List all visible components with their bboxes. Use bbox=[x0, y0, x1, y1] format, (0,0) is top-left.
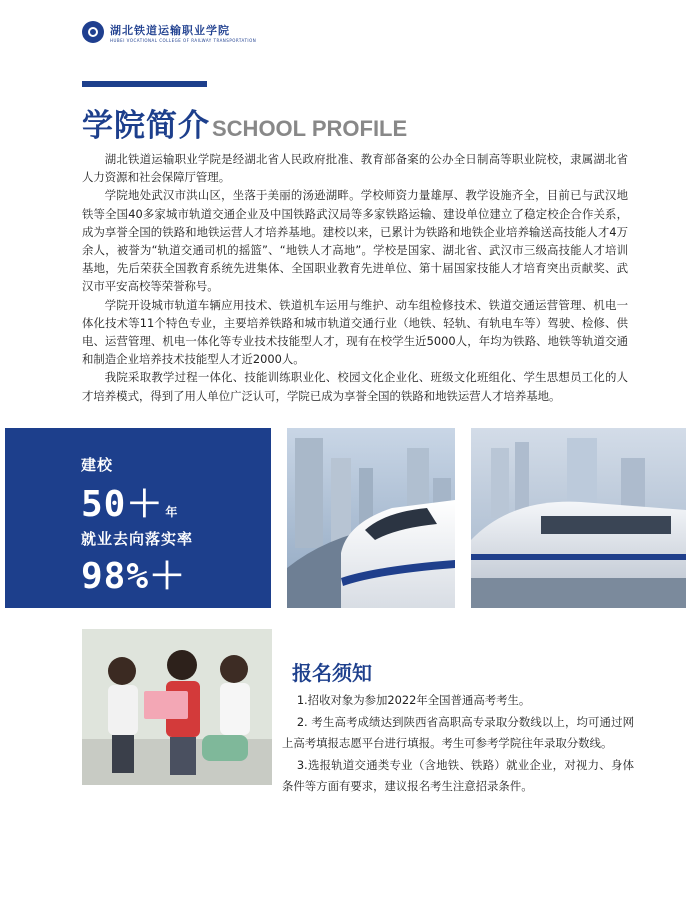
intro-text bbox=[82, 150, 628, 405]
title-accent-bar bbox=[82, 81, 207, 87]
intro-paragraph: 学院地处武汉市洪山区，坐落于美丽的汤逊湖畔。学校师资力量雄厚、教学设施齐全，目前已与武汉地铁等全国40多家城市轨道交通企业及中国铁路武汉局等多家铁路运输、建设单位建立了稳定校企合作关系，成为享誉全国的铁路和地铁运营人才培养基地。建校以来，已累计为铁路和地铁企业培养输送高技能人才4万余人，被誉为“轨道交通司机的摇篮”、“地铁人才高地”。学校是国家、湖北省、武汉市三级高技能人才培训基地，先后荣获全国教育系统先进集体、全国职业教育先进单位、第十届国家技能人才培育突出贡献奖、武汉市平安高校等荣誉称号。 bbox=[82, 188, 628, 294]
notice-item: 3.选报轨道交通类专业（含地铁、铁路）就业企业，对视力、身体条件等方面有要求，建议报名考生注意招录条件。 bbox=[282, 757, 634, 794]
stats-panel bbox=[5, 428, 271, 608]
founded-label: 建校 bbox=[81, 456, 114, 474]
intro-paragraph: 我院采取教学过程一体化、技能训练职业化、校园文化企业化、班级文化班组化、学生思想员工化的人才培养模式，得到了用人单位广泛认可，学院已成为享誉全国的铁路和地铁运营人才培养基地。 bbox=[82, 370, 628, 403]
school-logo bbox=[82, 21, 256, 43]
notice-title: 报名须知 bbox=[292, 661, 372, 685]
section-title bbox=[82, 100, 407, 145]
train-photo-side bbox=[471, 428, 686, 608]
notice-item: 2. 考生高考成绩达到陕西省高职高专录取分数线以上，均可通过网上高考填报志愿平台进行填报。考生可参考学院往年录取分数线。 bbox=[282, 714, 634, 751]
logo-text bbox=[110, 22, 256, 43]
section-title-cn: 学院简介 bbox=[82, 108, 210, 144]
logo-name-en: HUBEI VOCATIONAL COLLEGE OF RAILWAY TRANSPORTATION bbox=[110, 37, 257, 43]
section-title-en: SCHOOL PROFILE bbox=[212, 116, 408, 141]
notice-item: 1.招收对象为参加2022年全国普通高考考生。 bbox=[296, 693, 531, 707]
students-photo bbox=[82, 629, 272, 785]
intro-paragraph: 学院开设城市轨道车辆应用技术、铁道机车运用与维护、动车组检修技术、铁道交通运营管理、机电一体化技术等11个特色专业，主要培养铁路和城市轨道交通行业（地铁、轻轨、有轨电车等）驾驶、检修、供电、运营管理、机电一体化等专业技术技能型人才，现有在校学生近5000人，年均为铁路、地铁等轨道交通和制造企业培养技术技能型人才近2000人。 bbox=[82, 297, 628, 367]
school-emblem-icon bbox=[82, 21, 104, 43]
founded-unit: 年 bbox=[165, 505, 179, 519]
employment-value: 98%＋ bbox=[81, 556, 187, 597]
employment-label: 就业去向落实率 bbox=[81, 530, 194, 548]
intro-paragraph: 湖北铁道运输职业学院是经湖北省人民政府批准、教育部备案的公办全日制高等职业院校，隶属湖北省人力资源和社会保障厅管理。 bbox=[82, 152, 628, 185]
logo-name-cn: 湖北铁道运输职业学院 bbox=[110, 23, 230, 37]
founded-value bbox=[81, 476, 178, 527]
notice-list bbox=[282, 690, 634, 798]
train-photo-front bbox=[287, 428, 455, 608]
founded-number: 50＋ bbox=[81, 484, 164, 525]
